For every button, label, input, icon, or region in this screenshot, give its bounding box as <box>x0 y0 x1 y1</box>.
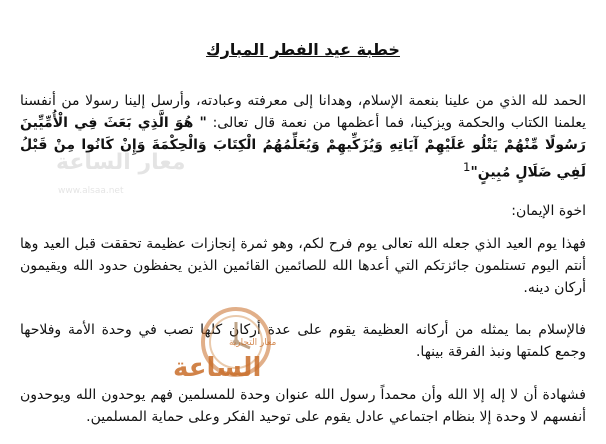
quran-verse: " هُوَ الَّذِي بَعَثَ فِي الْأُمِّيِّينَ رَسُولًا مِّنْهُمْ يَتْلُو عَلَيْهِمْ آيَاتِهِ وَيُزَكِّيهِمْ وَيُعَلِّمُهُمُ الْكِتَابَ وَالْحِكْمَةَ وَإِنْ كَانُوا مِنْ قَبْلُ لَفِي ضَلَالٍ مُبِينٍ" <box>20 115 586 181</box>
footnote-marker: 1 <box>463 160 471 174</box>
paragraph-shahada: فشهادة أن لا إله إلا الله وأن محمداً رسول الله عنوان وحدة للمسلمين فهم يوحدون الله ويوحدون أنفسهم لا وحدة إلا بنظام اجتماعي عادل يقوم على توحيد الفكر وعلى حماية المسلمين. <box>20 387 586 425</box>
document-title: خطبة عيد الفطر المبارك <box>206 40 400 59</box>
opening-text: الحمد لله الذي من علينا بنعمة الإسلام، وهدانا إلى معرفته وعبادته، وأرسل إلينا رسولا من أنفسنا يعلمنا الكتاب والحكمة ويزكينا، فما أعظمها من نعمة قال تعالى: <box>20 93 586 131</box>
watermark-url: www.alsaa.net <box>58 186 124 196</box>
watermark-brand-label: الساعة <box>173 353 262 383</box>
paragraph-eid-day: فهذا يوم العيد الذي جعله الله تعالى يوم فرح لكم، وهو ثمرة إنجازات عظيمة تحققت قبل العيد وها أنتم اليوم تستلمون جائزتكم التي أعدها الله للصائمين القائمين الذين يحفظون حدود الله ويقيمون أركان دينه. <box>20 236 586 296</box>
watermark-small-label: معار التجارية <box>229 338 277 348</box>
paragraph-islam-pillars: فالإسلام بما يمثله من أركانه العظيمة يقوم على عدة أركان كلها تصب في وحدة الأمة وفلاحها وجمع كلمتها ونبذ الفرقة بينها. <box>20 322 586 360</box>
paragraph-address: اخوة الإيمان: <box>511 203 586 219</box>
watermark-logo-text: معار الساعة <box>56 150 186 175</box>
